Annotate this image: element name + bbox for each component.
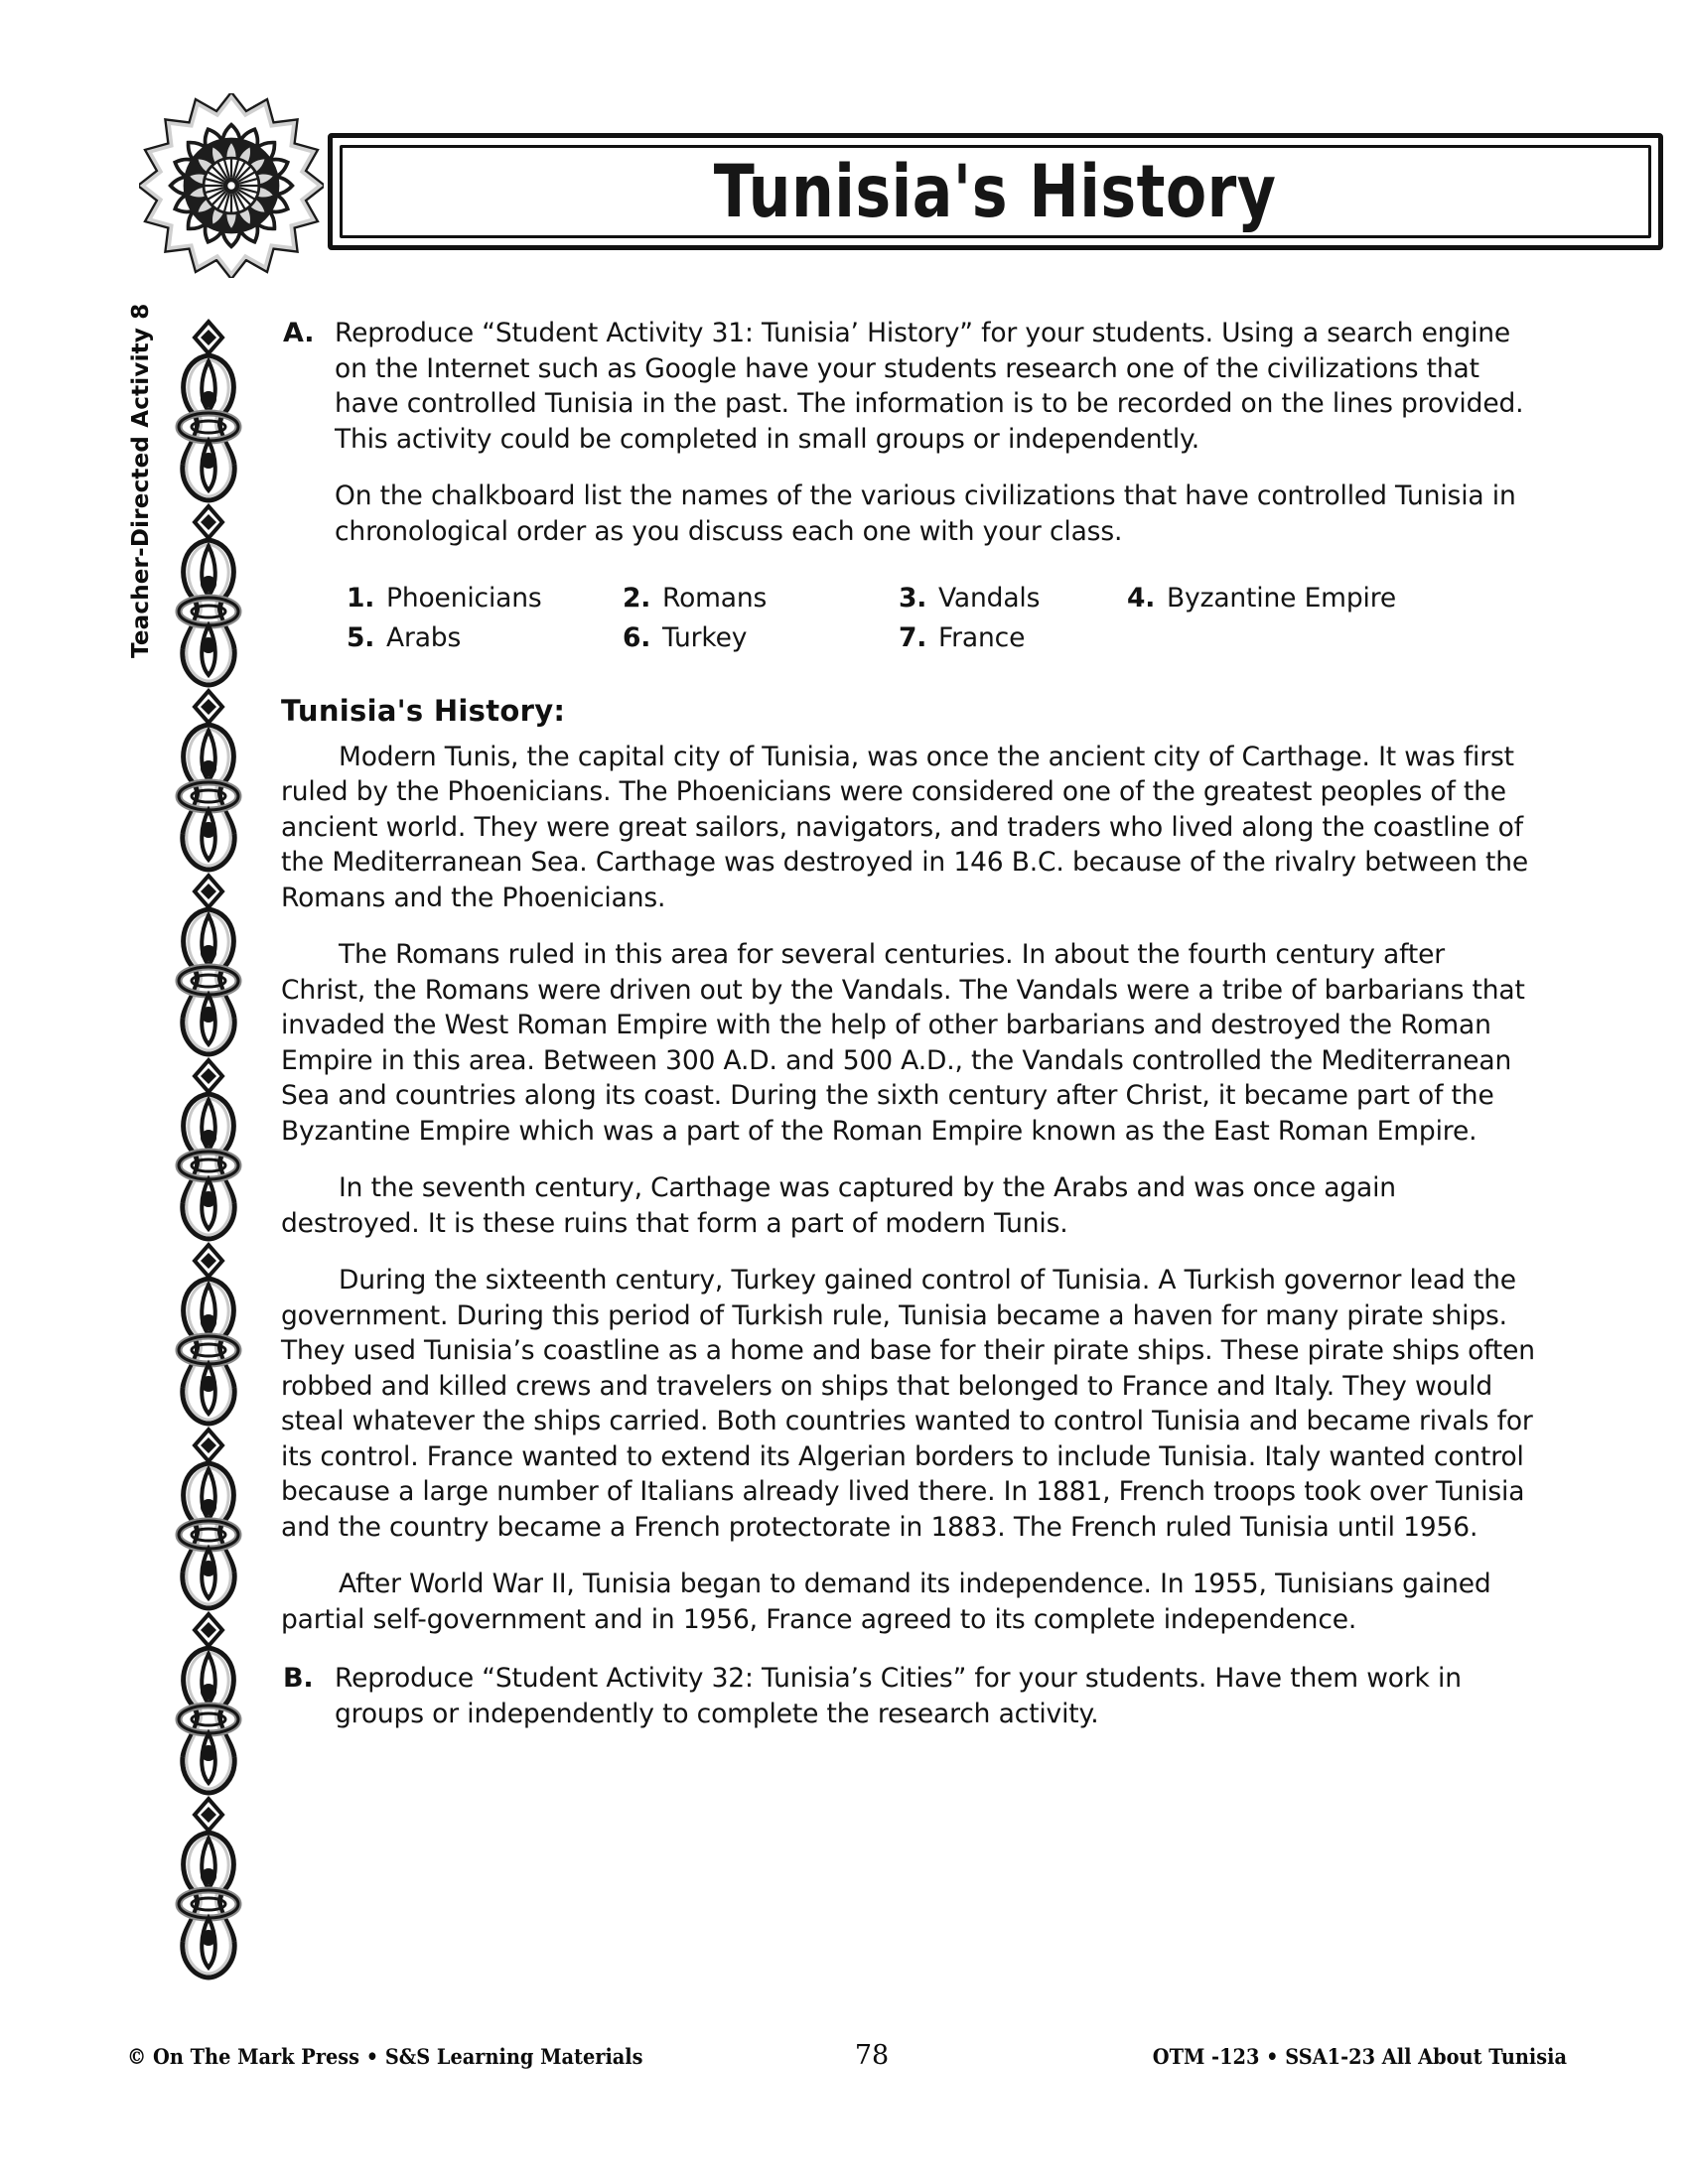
page-title: Tunisia's History [714,148,1277,234]
activity-vertical-label: Teacher-Directed Activity 8 [128,303,154,658]
history-paragraph-3: In the seventh century, Carthage was captured by the Arabs and was once again destroyed. It is these ruins that form a part of modern Tunis. [281,1172,1396,1239]
list-item [623,579,899,618]
civilizations-list [347,579,1459,658]
list-item [899,579,1127,618]
title-banner [328,133,1663,250]
civ-number: 3. [899,583,927,614]
list-item [623,618,899,658]
civ-name: Turkey [662,622,748,653]
civ-number: 7. [899,622,927,653]
civ-name: Arabs [386,622,462,653]
civilizations-row-1 [347,579,1459,618]
activity-item-a [281,316,1537,571]
footer-page-number: 78 [854,2040,890,2071]
civ-name: Romans [662,583,768,614]
list-item [347,579,623,618]
footer-copyright: © On The Mark Press • S&S Learning Materials [127,2044,643,2069]
civ-name: France [938,622,1026,653]
activity-a-body [335,316,1537,571]
page-footer [127,2040,1567,2071]
main-content [281,316,1537,1753]
list-item [899,618,1127,658]
history-body [281,740,1537,1638]
activity-a-paragraph-2: On the chalkboard list the names of the various civilizations that have controlled Tunisia in chronological order as you discuss each one with your class. [335,480,1516,547]
activity-b-letter: B. [283,1663,314,1694]
history-paragraph-4: During the sixteenth century, Turkey gained control of Tunisia. A Turkish governor lead the government. During this period of Turkish rule, Tunisia became a haven for many pirate ships. They used Tunisia’s coastline as a home and base for their pirate ships. These pirate ships often robbed and killed crews and travelers on ships that belonged to France and Italy. They would steal whatever the ships carried. Both countries wanted to control Tunisia and became rivals for its control. France wanted to extend its Algerian borders to include Tunisia. Italy wanted control because a large number of Italians already lived there. In 1881, French troops took over Tunisia and the country became a French protectorate in 1883. The French ruled Tunisia until 1956. [281,1265,1535,1543]
civ-number: 1. [347,583,375,614]
civilizations-row-2 [347,618,1459,658]
activity-a-letter: A. [283,318,315,348]
activity-b-body [335,1661,1537,1753]
rosette-medallion-icon [139,93,324,278]
civ-number: 6. [623,622,651,653]
history-paragraph-5: After World War II, Tunisia began to demand its independence. In 1955, Tunisians gained partial self-government and in 1956, France agreed to its complete independence. [281,1569,1491,1635]
civ-number: 2. [623,583,651,614]
footer-product-code: OTM -123 • SSA1-23 All About Tunisia [1152,2044,1567,2069]
history-section-heading: Tunisia's History: [281,694,566,728]
list-item-empty [1127,618,1459,658]
page-header [139,127,1529,256]
arabesque-border-ornament-icon [171,316,246,1983]
activity-a-paragraph-1: Reproduce “Student Activity 31: Tunisia’ History” for your students. Using a search engine on the Internet such as Google have your students research one of the civilizations that have controlled Tunisia in the past. The information is to be recorded on the lines provided. This activity could be completed in small groups or independently. [335,318,1524,455]
civ-number: 4. [1127,583,1156,614]
history-paragraph-1: Modern Tunis, the capital city of Tunisia, was once the ancient city of Carthage. It was first ruled by the Phoenicians. The Phoenicians were considered one of the greatest peoples of the ancient world. They were great sailors, navigators, and traders who lived along the coastline of the Mediterranean Sea. Carthage was destroyed in 146 B.C. because of the rivalry between the Romans and the Phoenicians. [281,741,1529,913]
civ-number: 5. [347,622,375,653]
civ-name: Vandals [938,583,1041,614]
activity-b-paragraph-1: Reproduce “Student Activity 32: Tunisia’s Cities” for your students. Have them work in groups or independently to complete the research activity. [335,1663,1462,1729]
list-item [347,618,623,658]
list-item [1127,579,1459,618]
civ-name: Byzantine Empire [1167,583,1397,614]
history-paragraph-2: The Romans ruled in this area for several centuries. In about the fourth century after Christ, the Romans were driven out by the Vandals. The Vandals were a tribe of barbarians that invaded the West Roman Empire with the help of other barbarians and destroyed the Roman Empire in this area. Between 300 A.D. and 500 A.D., the Vandals controlled the Mediterranean Sea and countries along its coast. During the sixth century after Christ, it became part of the Byzantine Empire which was a part of the Roman Empire known as the East Roman Empire. [281,939,1525,1147]
activity-item-b [281,1661,1537,1753]
civ-name: Phoenicians [386,583,542,614]
